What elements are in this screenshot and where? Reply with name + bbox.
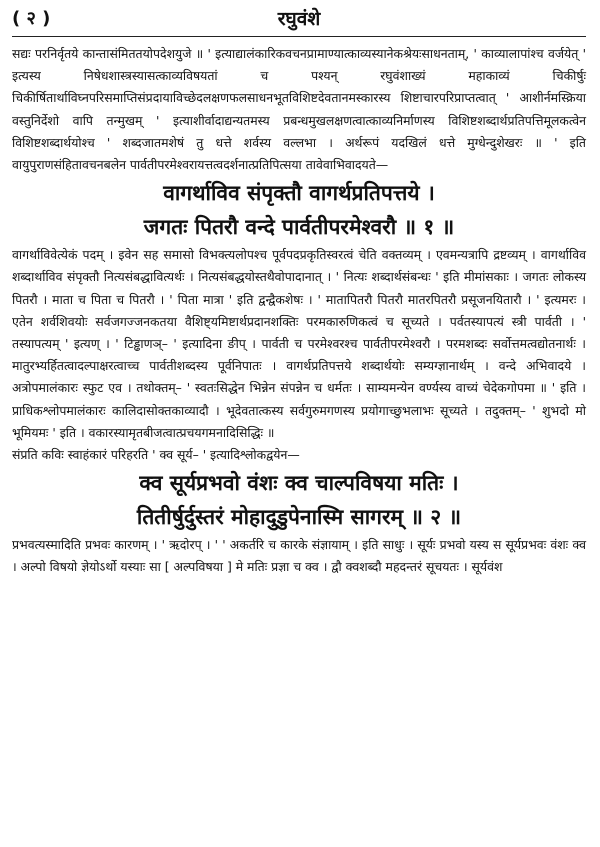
page-header [12, 0, 586, 37]
commentary-paragraph-verse-1: वागर्थाविवेत्येकं पदम् । इवेन सह समासो विभक्त्यलोपश्च पूर्वपदप्रकृतिस्वरत्वं चेति वक्तव्यम् । एवमन्यत्रापि द्रष्टव्यम् । वागर्थाविव शब्दार्थाविव संपृक्तौ नित्यसंबद्धावित्यर्थः । नित्यसंबद्धयोस्तथैवोपादानात् । ' नित्यः शब्दार्थसंबन्धः ' इति मीमांसकाः । जगतः लोकस्य पितरौ । माता च पिता च पितरौ । ' पिता मात्रा ' इति द्वन्द्वैकशेषः । ' मातापितरौ पितरौ मातरपितरौ प्रसूजनयितारौ । ' इत्यमरः । एतेन शर्वशिवयोः सर्वजगज्जनकतया वैशिष्ट्यमिष्टार्थप्रदानशक्तिः परमकारुणिकत्वं च सूच्यते । पर्वतस्यापत्यं स्त्री पार्वती । ' तस्यापत्यम् ' इत्यण् । ' टिड्ढाणञ्– ' इत्यादिना ङीप् । पार्वती च परमेश्वरश्च पार्वतीपरमेश्वरौ । परमशब्दः सर्वोत्तमत्वद्योतनार्थः । मातुरभ्यर्हितत्वादल्पाक्षरत्वाच्च पार्वतीशब्दस्य पूर्वनिपातः । वागर्थप्रतिपत्तये शब्दार्थयोः सम्यग्ज्ञानार्थम् । वन्दे अभिवादये । अत्रोपमालंकारः स्फुट एव । तथोक्तम्– ' स्वतःसिद्धेन भिन्नेन संपन्नेन च धर्मतः । साम्यमन्येन वर्ण्यस्य वाच्यं चेदेकगोपमा ॥ ' इति । प्राधिकश्लोपमालंकारः कालिदासोक्तकाव्यादौ । भूदेवतात्कस्य सर्वगुरुमगणस्य प्रयोगाच्छुभलाभः सूच्यते । तदुक्तम्– ' शुभदो मो भूमियमः ' इति । वकारस्यामृतबीजत्वात्प्रचयगमनादिसिद्धिः ॥ [12, 247, 586, 440]
commentary-paragraph-verse-2: प्रभवत्यस्मादिति प्रभवः कारणम् । ' ऋदोरप् । ' ' अकर्तरि च कारके संज्ञायाम् । इति साधुः । सूर्यः प्रभवो यस्य स सूर्यप्रभवः वंशः क्व । अल्पो विषयो ज्ञेयोऽर्थो यस्याः सा [ अल्पविषया ] मे मतिः प्रज्ञा च क्व । द्वौ क्वशब्दौ महदन्तरं सूचयतः । सूर्यवंश [12, 537, 586, 575]
verse-2-line-2: तितीर्षुर्दुस्तरं मोहादुडुपेनास्मि सागरम् ॥ २ ॥ [136, 505, 462, 530]
verse-2-line-1: क्व सूर्यप्रभवो वंशः क्व चाल्पविषया मतिः । [139, 471, 459, 496]
page-number: ( २ ) [12, 8, 51, 29]
commentary-paragraph-intro: सद्यः परनिर्वृतये कान्तासंमिततयोपदेशयुजे ॥ ' इत्याद्यालंकारिकवचनप्रामाण्यात्काव्यस्यानेकश्रेयःसाधनताम्, ' काव्यालापांश्च वर्जयेत् ' इत्यस्य निषेधशास्त्रस्यासत्काव्यविषयतां च पश्यन् रघुवंशाख्यं महाकाव्यं चिकीर्षुः चिकीर्षितार्थाविघ्नपरिसमाप्तिसंप्रदायाविच्छेदलक्षणफलसाधनभूतविशिष्टदेवतानमस्कारस्य शिष्टाचारपरिप्राप्तत्वात् ' आशीर्नमस्क्रिया वस्तुनिर्देशो वापि तन्मुखम् ' इत्याशीर्वादाद्यन्यतमस्य प्रबन्धमुखलक्षणत्वात्काव्यनिर्माणस्य विशिष्टशब्दार्थप्रतिपत्तिमूलकत्वेन विशिष्टशब्दार्थयोश्च ' शब्दजातमशेषं तु धत्ते शर्वस्य वल्लभा । अर्थरूपं यदखिलं धत्ते मुग्धेन्दुशेखरः ॥ ' इति वायुपुराणसंहितावचनबलेन पार्वतीपरमेश्वरायत्तत्वदर्शनात्प्रतिपित्सया तावेवाभिवादयते— [12, 46, 586, 173]
commentary-transition: संप्रति कविः स्वाहंकारं परिहरति ' क्व सूर्य– ' इत्यादिश्लोकद्वयेन— [12, 447, 300, 463]
running-title: रघुवंशे [277, 8, 321, 30]
verse-1-line-1: वागर्थाविव संपृक्तौ वागर्थप्रतिपत्तये । [163, 181, 435, 206]
verse-1-line-2: जगतः पितरौ वन्दे पार्वतीपरमेश्वरौ ॥ १ ॥ [143, 215, 455, 240]
